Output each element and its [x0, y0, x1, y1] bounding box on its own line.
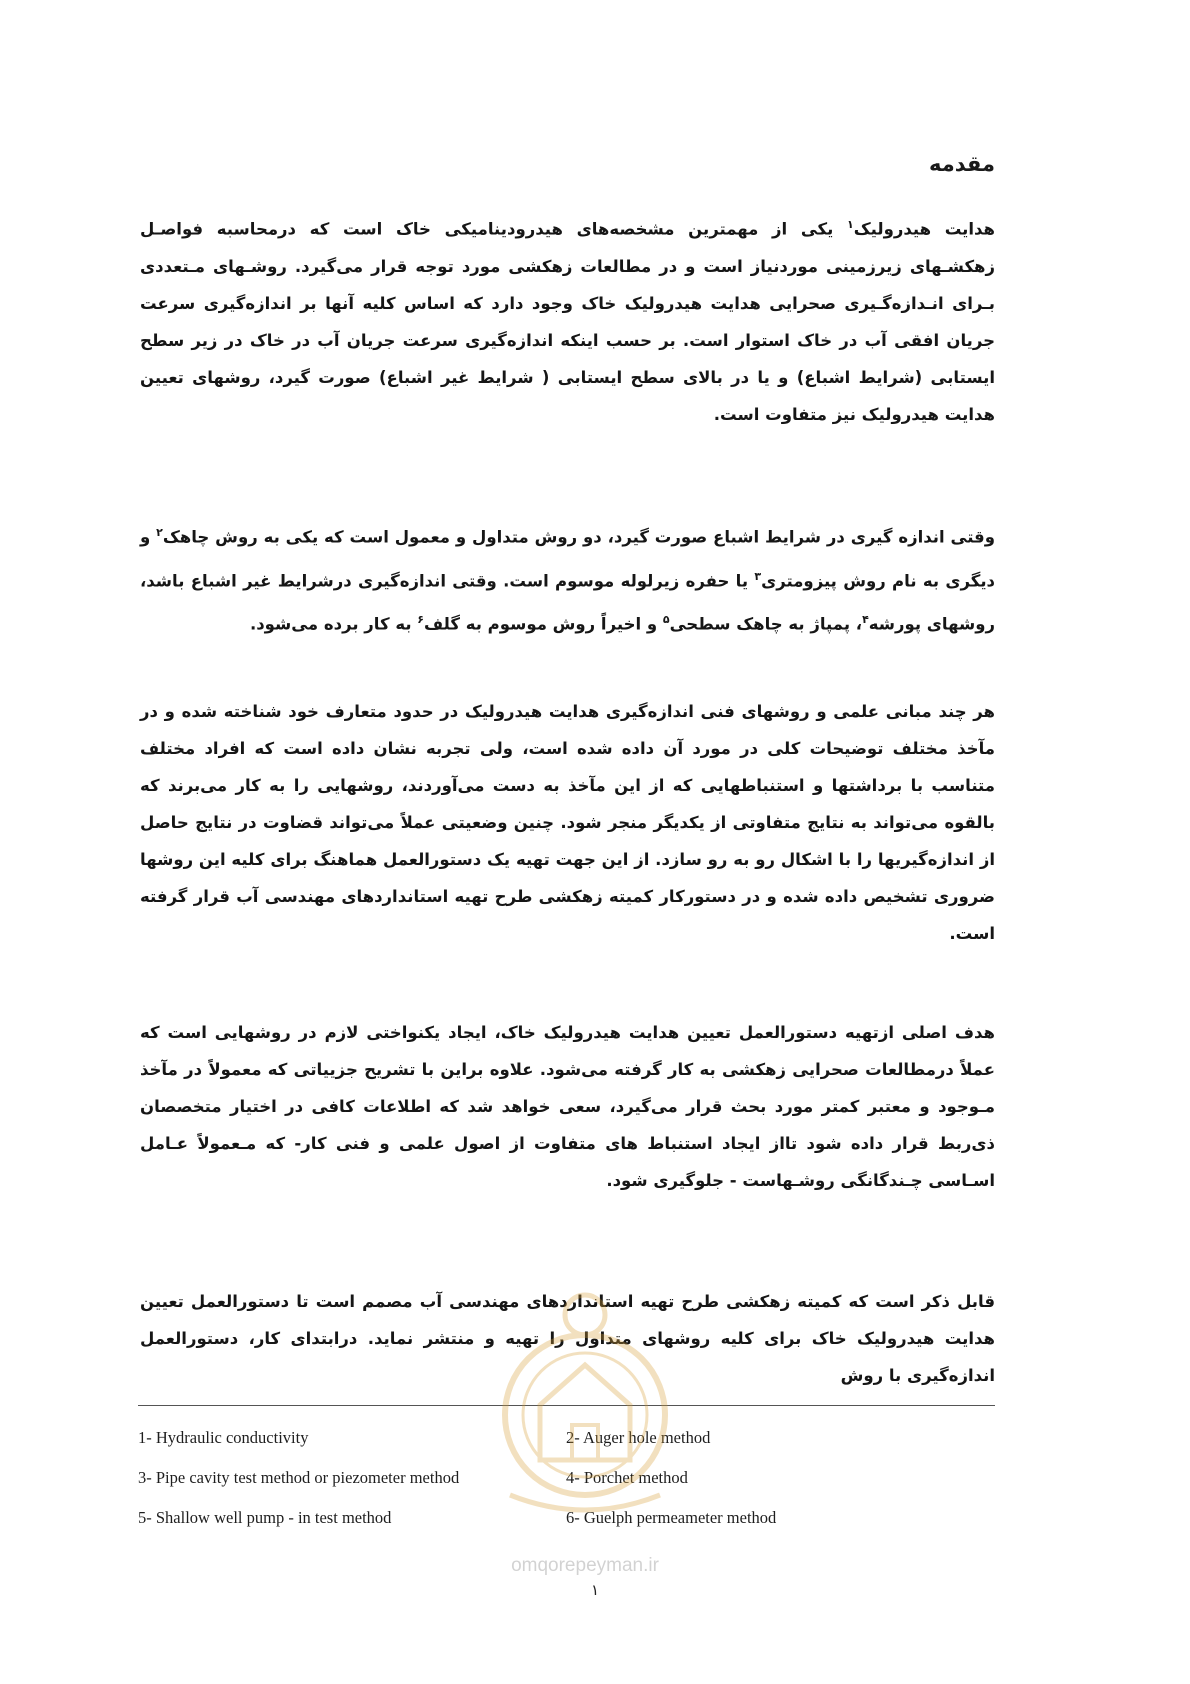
paragraph-2-text-c: یا حفره زیرلوله موسوم است. وقتی اندازه‌گیری درشرایط غیر اشباع باشد، روشهای پورشه	[140, 571, 995, 634]
footnote-ref-3: ۳	[754, 569, 762, 583]
paragraph-2-text-d: ، پمپاژ به چاهک سطحی	[669, 614, 863, 634]
footnote-ref-2: ۲	[156, 526, 163, 539]
page-number: ۱	[590, 1581, 600, 1599]
paragraph-3: هر چند مبانی علمی و روشهای فنی اندازه‌گیری هدایت هیدرولیک در حدود متعارف خود شناخته شده و در مآخذ مختلف توضیحات کلی در مورد آن داده شده است، ولی تجربه نشان داده است که افراد مختلف متناسب با برداشتها و استنباطهایی که از این مآخذ به دست می‌آوردند، روشهایی را به کار می‌برند که بالقوه می‌تواند به نتایج متفاوتی از یکدیگر منجر شود. چنین وضعیتی عملاً می‌تواند قضاوت در نتایج حاصل از اندازه‌گیریها را با اشکال رو به رو سازد. از این جهت تهیه یک دستورالعمل هماهنگ برای کلیه این روشها ضروری تشخیص داده شده و در دستورکار کمیته زهکشی طرح تهیه استانداردهای مهندسی آب قرار گرفته است.	[140, 702, 995, 943]
paragraph-1-text-a: هدایت هیدرولیک	[853, 219, 995, 239]
paragraph-4: هدف اصلی ازتهیه دستورالعمل تعیین هدایت هیدرولیک خاک، ایجاد یکنواختی لازم در روشهایی است که عملاً درمطالعات صحرایی زهکشی به کار گرفته می‌شود. علاوه براین با تشریح جزییاتی که معمولاً در مآخذ مـوجود و معتبر کمتر مورد بحث قرار می‌گیرد، سعی خواهد شد که اطلاعات کافی در اختیار متخصصان ذی‌ربط قرار داده شود تااز ایجاد استنباط های متفاوت از اصول علمی و فنی کار- که مـعمولاً عـامل اسـاسی چـندگانگی روشـهاست - جلوگیری شود.	[140, 1023, 995, 1190]
footnote-ref-1: ۱	[847, 218, 854, 231]
footnote-3: 3- Pipe cavity test method or piezometer method	[138, 1468, 460, 1487]
paragraph-2-text-f: به کار برده می‌شود.	[249, 614, 412, 634]
watermark-url: omqorepeyman.ir	[511, 1555, 659, 1576]
footnote-divider	[138, 1405, 995, 1406]
paragraph-1-text-b: یکی از مهمترین مشخصه‌های هیدرودینامیکی خاک است که درمحاسبه فواصـل زهکشـهای زیرزمینی موردنیاز است و در مطالعات زهکشی مورد توجه قرار می‌گیرد. روشـهای مـتعددی بـرای انـدازه‌گـیری صحرایی هدایت هیدرولیک خاک وجود دارد که اساس کلیه آنها بر اندازه‌گیری سرعت جریان افقی آب در خاک استوار است. بر حسب اینکه اندازه‌گیری سرعت جریان آب در خاک در زیر سطح ایستابی (شرایط اشباع) و یا در بالای سطح ایستابی ( شرایط غیر اشباع) صورت گیرد، روشهای تعیین هدایت هیدرولیک نیز متفاوت است.	[140, 219, 995, 424]
section-heading: مقدمه	[929, 152, 995, 176]
footnote-4: 4- Porchet method	[566, 1468, 688, 1487]
paragraph-1	[140, 206, 995, 433]
footnote-ref-4: ۴	[862, 613, 869, 626]
footnote-ref-6: ۶	[417, 613, 425, 626]
footnote-1: 1- Hydraulic conductivity	[138, 1428, 309, 1447]
paragraph-2	[140, 513, 995, 644]
paragraph-2-text-a: وقتی اندازه گیری در شرایط اشباع صورت گیرد، دو روش متداول و معمول است که یکی به روش چاهک	[162, 527, 995, 547]
paragraph-2-text-b: و دیگری به نام روش پیزومتری	[140, 527, 995, 590]
footnote-2: 2- Auger hole method	[566, 1428, 711, 1447]
footnote-6: 6- Guelph permeameter method	[566, 1508, 777, 1527]
footnote-ref-5: ۵	[662, 613, 670, 626]
paragraph-5: قابل ذکر است که کمیته زهکشی طرح تهیه استانداردهای مهندسی آب مصمم است تا دستورالعمل تعیین هدایت هیدرولیک خاک برای کلیه روشهای متداول را تهیه و منتشر نماید. درابتدای کار، دستورالعمل اندازه‌گیری با روش	[140, 1292, 995, 1385]
paragraph-2-text-e: و اخیراً روش موسوم به گلف	[424, 614, 658, 634]
footnote-5: 5- Shallow well pump - in test method	[138, 1508, 392, 1527]
